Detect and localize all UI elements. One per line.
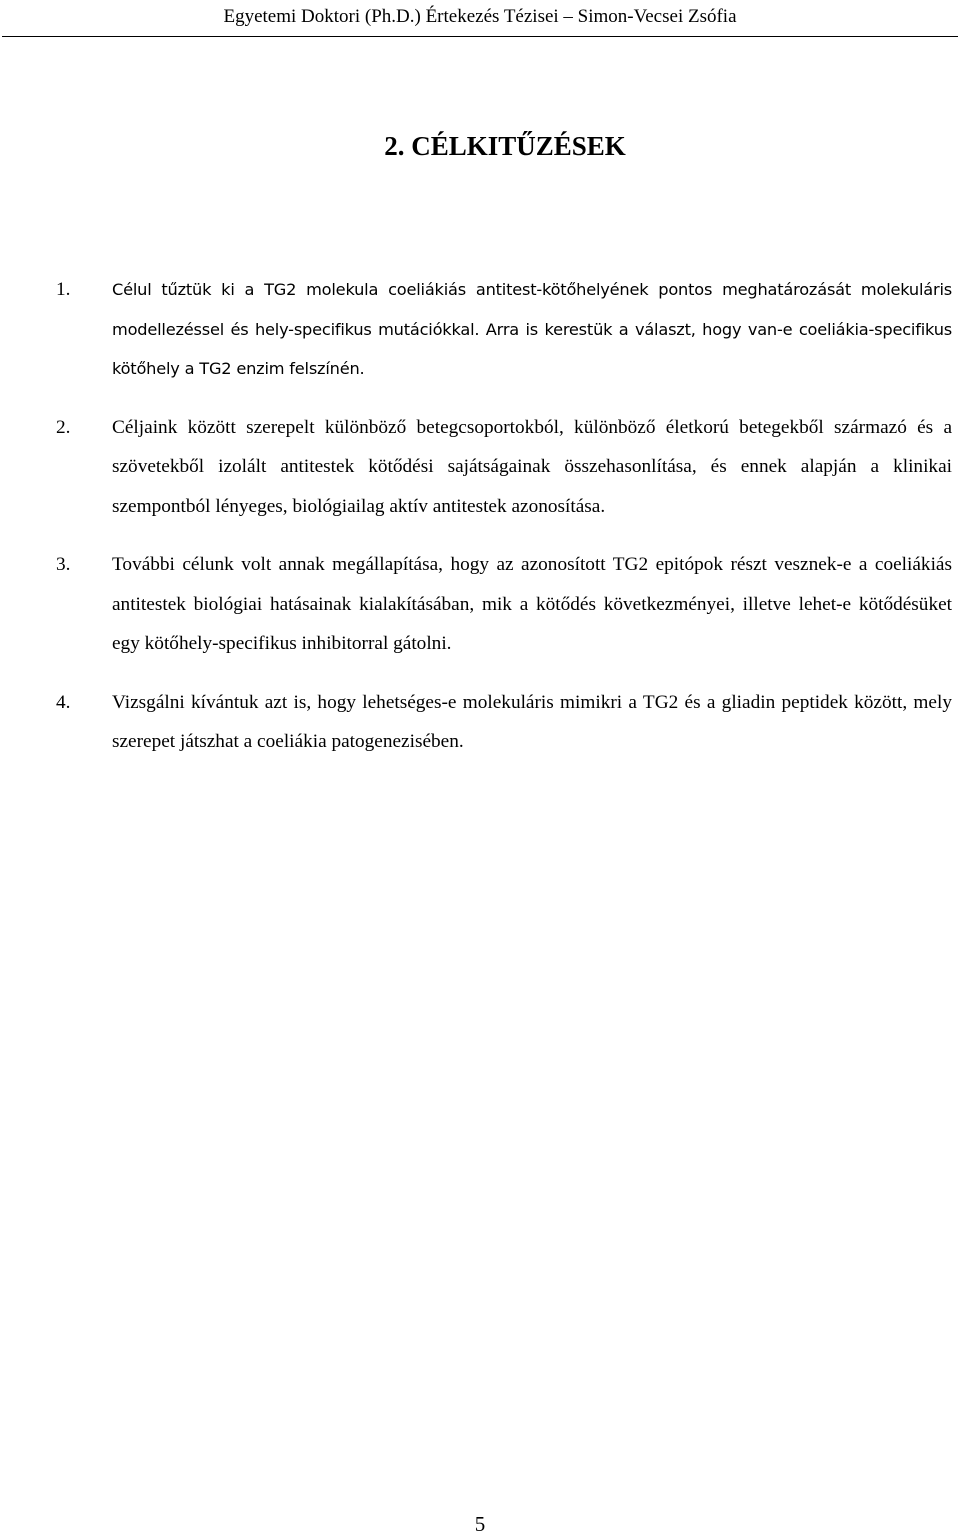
chapter-title: 2. CÉLKITŰZÉSEK (384, 131, 626, 161)
goal-item-3 (56, 545, 952, 664)
page-number: 5 (474, 1512, 486, 1536)
goal-text: Célul tűztük ki a TG2 molekula coeliákiás antitest-kötőhelyének pontos meghatározását molekuláris modellezéssel és hely-specifikus mutációkkal. Arra is kerestük a választ, hogy van-e coeliákia-specifikus kötőhely a TG2 enzim felszínén. (112, 280, 952, 378)
goal-number: 3. (56, 554, 71, 575)
goal-item-2 (56, 408, 952, 527)
goal-number: 4. (56, 691, 71, 713)
goal-number: 2. (56, 416, 71, 438)
goal-text: Vizsgálni kívántuk azt is, hogy lehetséges-e molekuláris mimikri a TG2 és a gliadin peptidek között, mely szerepet játszhat a coeliákia patogenezisében. (112, 691, 952, 752)
goal-item-4 (56, 683, 952, 762)
goals-list (56, 270, 952, 781)
goal-text: További célunk volt annak megállapítása, hogy az azonosított TG2 epitópok részt vesznek-e a coeliákiás antitestek biológiai hatásainak kialakításában, mik a kötődés következményei, illetve lehet-e kötődésüket egy kötőhely-specifikus inhibitorral gátolni. (112, 554, 952, 654)
goal-text: Céljaink között szerepelt különböző betegcsoportokból, különböző életkorú betegekből származó és a szövetekből izolált antitestek kötődési sajátságainak összehasonlítása, és ennek alapján a klinikai szempontból lényeges, biológiailag aktív antitestek azonosítása. (112, 416, 952, 517)
goal-item-1 (56, 270, 952, 389)
running-header: Egyetemi Doktori (Ph.D.) Értekezés Tézisei – Simon-Vecsei Zsófia (223, 6, 737, 27)
goal-number: 1. (56, 279, 71, 300)
header-divider (2, 36, 958, 37)
